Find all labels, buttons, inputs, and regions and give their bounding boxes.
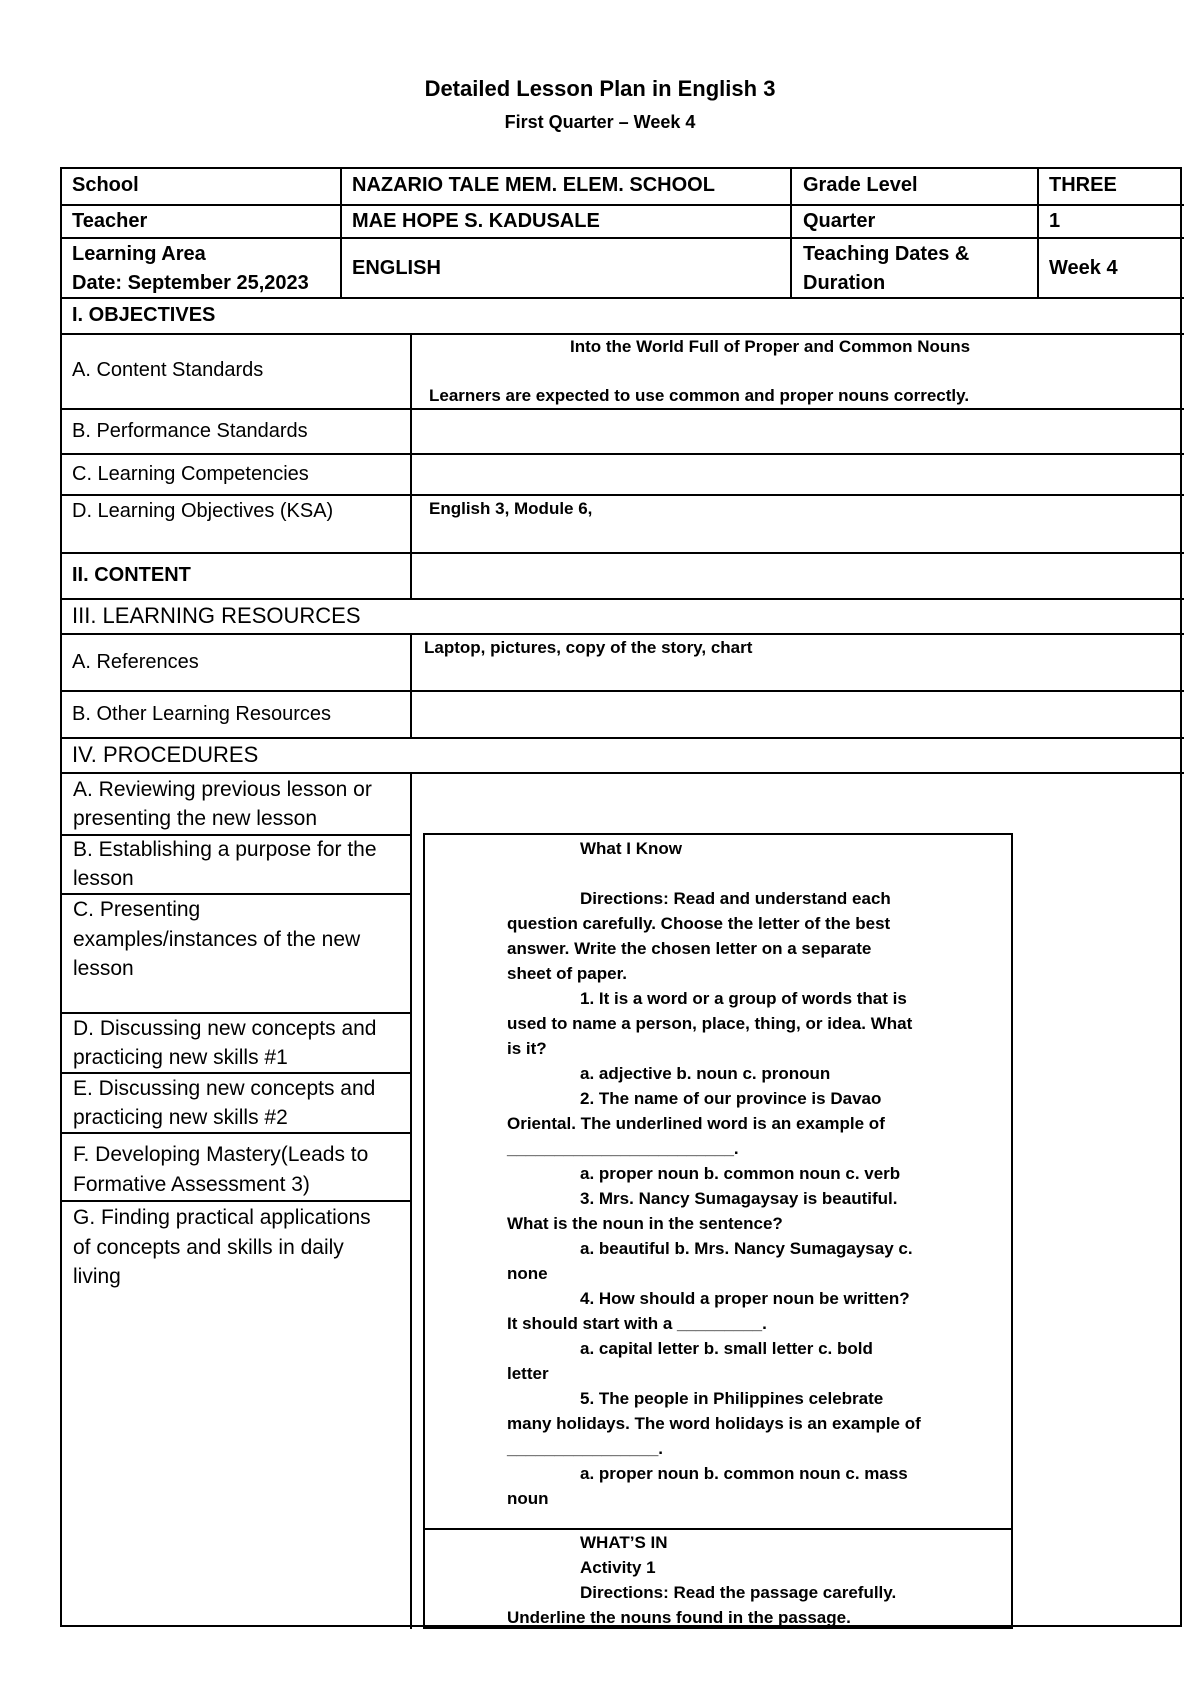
activity-label: Activity 1: [580, 1558, 656, 1577]
wik-line: Directions: Read and understand each: [580, 889, 891, 908]
references-label: A. References: [72, 651, 199, 673]
column-divider: [410, 633, 412, 738]
wik-line: a. proper noun b. common noun c. verb: [580, 1164, 901, 1183]
procedure-e-line-2: practicing new skills #2: [73, 1106, 288, 1129]
wik-line: 4. How should a proper noun be written?: [580, 1289, 910, 1308]
activity-box-divider: [423, 1528, 1013, 1530]
learning-objectives-label: D. Learning Objectives (KSA): [72, 500, 334, 522]
school-label: School: [72, 174, 139, 196]
wik-line: used to name a person, place, thing, or idea. What: [507, 1014, 913, 1033]
procedure-f-line-1: F. Developing Mastery(Leads to: [73, 1143, 369, 1166]
column-divider: [340, 167, 342, 298]
whats-in-heading: WHAT’S IN: [580, 1533, 668, 1552]
procedure-b-line-1: B. Establishing a purpose for the: [73, 838, 377, 861]
teacher-label: Teacher: [72, 210, 148, 232]
row-divider: [60, 598, 1184, 600]
procedure-d-line-1: D. Discussing new concepts and: [73, 1017, 377, 1040]
procedure-c-line-3: lesson: [73, 957, 134, 980]
wik-line: letter: [507, 1364, 549, 1383]
objectives-heading: I. OBJECTIVES: [72, 304, 216, 326]
wik-line: 3. Mrs. Nancy Sumagaysay is beautiful.: [580, 1189, 898, 1208]
what-i-know-heading: What I Know: [580, 839, 682, 858]
page-title: Detailed Lesson Plan in English 3: [424, 76, 776, 101]
wik-line: a. proper noun b. common noun c. mass: [580, 1464, 908, 1483]
wik-line: a. adjective b. noun c. pronoun: [580, 1064, 831, 1083]
references-value: Laptop, pictures, copy of the story, chart: [424, 638, 753, 657]
wik-line: ________________.: [507, 1439, 663, 1458]
row-divider: [60, 453, 1184, 455]
grade-level-label: Grade Level: [803, 174, 918, 196]
wik-line: What is the noun in the sentence?: [507, 1214, 783, 1233]
procedure-b-line-2: lesson: [73, 867, 134, 890]
procedure-g-line-3: living: [73, 1265, 121, 1288]
wik-line: none: [507, 1264, 548, 1283]
row-divider: [60, 204, 1184, 206]
page-subtitle: First Quarter – Week 4: [504, 112, 696, 132]
content-heading: II. CONTENT: [72, 564, 191, 586]
quarter-label: Quarter: [803, 210, 876, 232]
wik-line: Oriental. The underlined word is an example of: [507, 1114, 885, 1133]
procedure-g-line-2: of concepts and skills in daily: [73, 1236, 344, 1259]
procedure-a-line-1: A. Reviewing previous lesson or: [73, 778, 372, 801]
row-divider: [60, 237, 1184, 239]
procedure-c-line-1: C. Presenting: [73, 898, 201, 921]
content-standards-label: A. Content Standards: [72, 359, 264, 381]
wik-line: is it?: [507, 1039, 547, 1058]
teacher-value: MAE HOPE S. KADUSALE: [352, 210, 600, 232]
content-standards-title: Into the World Full of Proper and Common Nouns: [570, 337, 971, 356]
learning-area-label: Learning Area: [72, 243, 206, 265]
row-divider: [60, 408, 1184, 410]
school-value: NAZARIO TALE MEM. ELEM. SCHOOL: [352, 174, 715, 196]
wik-line: 5. The people in Philippines celebrate: [580, 1389, 884, 1408]
row-divider: [60, 772, 1184, 774]
wik-line: ________________________.: [507, 1139, 739, 1158]
performance-standards-label: B. Performance Standards: [72, 420, 308, 442]
content-standards-text: Learners are expected to use common and proper nouns correctly.: [429, 386, 970, 405]
procedure-e-line-1: E. Discussing new concepts and: [73, 1077, 376, 1100]
row-divider: [60, 1200, 410, 1202]
wik-line: 2. The name of our province is Davao: [580, 1089, 882, 1108]
date-label: Date: September 25,2023: [72, 272, 309, 294]
learning-objectives-value: English 3, Module 6,: [429, 499, 593, 518]
wik-line: question carefully. Choose the letter of the best: [507, 914, 891, 933]
row-divider: [60, 633, 1184, 635]
procedure-f-line-2: Formative Assessment 3): [73, 1173, 310, 1196]
column-divider: [790, 167, 792, 298]
teaching-dates-value: Week 4: [1049, 257, 1118, 279]
teaching-dates-label: Teaching Dates &: [803, 243, 970, 265]
wik-line: It should start with a _________.: [507, 1314, 767, 1333]
column-divider: [1037, 167, 1039, 298]
wik-line: answer. Write the chosen letter on a separate: [507, 939, 872, 958]
row-divider: [60, 552, 1184, 554]
quarter-value: 1: [1049, 210, 1061, 232]
wik-line: a. beautiful b. Mrs. Nancy Sumagaysay c.: [580, 1239, 913, 1258]
procedure-d-line-2: practicing new skills #1: [73, 1046, 288, 1069]
procedure-g-line-1: G. Finding practical applications: [73, 1206, 371, 1229]
wik-line: a. capital letter b. small letter c. bold: [580, 1339, 873, 1358]
duration-label: Duration: [803, 272, 886, 294]
activity-instruction: Underline the nouns found in the passage.: [507, 1608, 851, 1627]
other-resources-label: B. Other Learning Resources: [72, 703, 332, 725]
procedure-a-line-2: presenting the new lesson: [73, 807, 317, 830]
row-divider: [60, 690, 1184, 692]
column-divider: [410, 772, 412, 1629]
wik-line: many holidays. The word holidays is an example of: [507, 1414, 921, 1433]
grade-level-value: THREE: [1049, 174, 1117, 196]
procedures-heading: IV. PROCEDURES: [72, 742, 259, 767]
activity-directions: Directions: Read the passage carefully.: [580, 1583, 897, 1602]
wik-line: noun: [507, 1489, 549, 1508]
row-divider: [60, 494, 1184, 496]
column-divider: [410, 333, 412, 598]
row-divider: [60, 737, 1184, 739]
learning-area-value: ENGLISH: [352, 257, 441, 279]
wik-line: sheet of paper.: [507, 964, 627, 983]
procedure-c-line-2: examples/instances of the new: [73, 928, 361, 951]
learning-competencies-label: C. Learning Competencies: [72, 463, 309, 485]
wik-line: 1. It is a word or a group of words that is: [580, 989, 907, 1008]
learning-resources-heading: III. LEARNING RESOURCES: [72, 603, 361, 628]
